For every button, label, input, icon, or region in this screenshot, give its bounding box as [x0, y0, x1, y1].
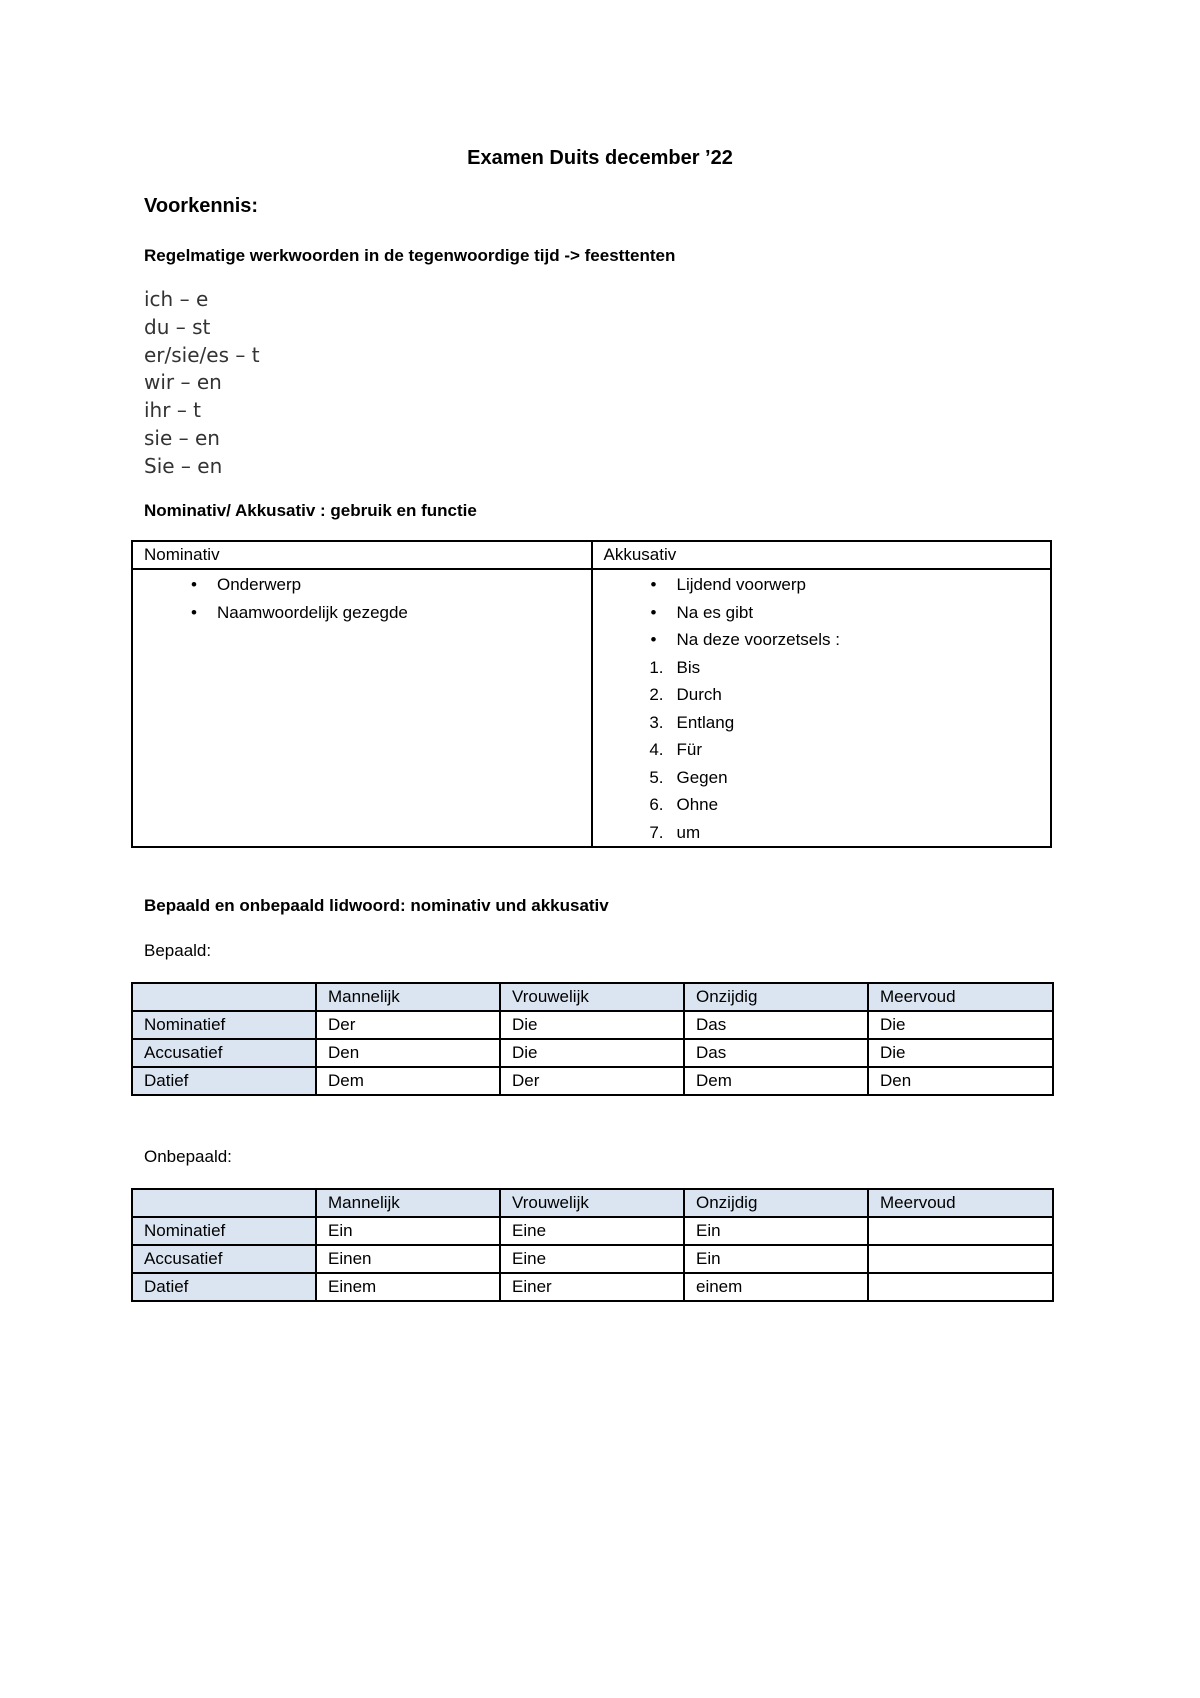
- preposition-item: [604, 791, 1040, 819]
- list-item: [144, 571, 580, 599]
- table-cell: Einer: [500, 1273, 684, 1301]
- conjugation-item: sie – en: [144, 425, 220, 450]
- preposition-item: [604, 819, 1040, 847]
- list-number: 4.: [649, 740, 664, 759]
- list-number: 3.: [649, 712, 664, 732]
- definite-label: Bepaald:: [144, 941, 212, 960]
- list-number: 5.: [649, 767, 664, 787]
- definite-articles-table: [131, 982, 1054, 1096]
- indefinite-label: Onbepaald:: [144, 1147, 232, 1166]
- document-title: Examen Duits december ’22: [467, 147, 733, 169]
- list-item-text: Lijdend voorwerp: [676, 575, 806, 594]
- table-cell: [868, 1245, 1053, 1273]
- row-header: Nominatief: [132, 1217, 316, 1245]
- list-item: [604, 626, 1040, 654]
- table-corner-cell: [132, 983, 316, 1011]
- list-number: 7.: [649, 822, 664, 842]
- row-header: Accusatief: [132, 1039, 316, 1067]
- bullet-icon: •: [191, 602, 197, 622]
- indefinite-articles-table: [131, 1188, 1054, 1302]
- list-item: [604, 571, 1040, 599]
- table-cell: Ein: [684, 1245, 868, 1273]
- articles-heading: Bepaald en onbepaald lidwoord: nominativ und akkusativ: [144, 896, 609, 915]
- column-header: Meervoud: [868, 1189, 1053, 1217]
- preposition-text: Gegen: [676, 767, 728, 787]
- table-row: [132, 1011, 1053, 1039]
- conjugation-item: wir – en: [144, 370, 222, 395]
- conjugation-item: Sie – en: [144, 453, 223, 478]
- table-corner-cell: [132, 1189, 316, 1217]
- table-cell: Die: [500, 1011, 684, 1039]
- conjugation-item: du – st: [144, 314, 211, 339]
- list-item-text: Na es gibt: [676, 602, 754, 622]
- bullet-icon: •: [650, 630, 657, 649]
- column-header: Onzijdig: [684, 1189, 868, 1217]
- cases-table: [131, 540, 1052, 848]
- column-header: Vrouwelijk: [500, 1189, 684, 1217]
- conjugation-item: er/sie/es – t: [144, 342, 260, 367]
- table-cell: Die: [500, 1039, 684, 1067]
- table-row: [132, 1067, 1053, 1095]
- table-cell: Den: [868, 1067, 1053, 1095]
- table-cell: Dem: [684, 1067, 868, 1095]
- conjugation-list: [144, 286, 260, 481]
- prior-knowledge-heading: Voorkennis:: [144, 195, 259, 217]
- bullet-icon: •: [650, 575, 657, 594]
- column-header: Vrouwelijk: [500, 983, 684, 1011]
- bullet-icon: •: [650, 602, 657, 622]
- preposition-text: Entlang: [676, 712, 735, 732]
- row-header: Datief: [132, 1273, 316, 1301]
- table-cell: Ein: [316, 1217, 500, 1245]
- list-item-text: Na deze voorzetsels :: [676, 630, 840, 649]
- table-cell: Dem: [316, 1067, 500, 1095]
- column-header-nominativ: Nominativ: [132, 541, 592, 569]
- list-item: [144, 599, 580, 627]
- table-cell: Ein: [684, 1217, 868, 1245]
- table-cell: Das: [684, 1039, 868, 1067]
- column-header: Mannelijk: [316, 1189, 500, 1217]
- table-cell: Eine: [500, 1217, 684, 1245]
- preposition-text: um: [676, 822, 701, 842]
- conjugation-item: ihr – t: [144, 398, 202, 423]
- cases-heading: Nominativ/ Akkusativ : gebruik en functie: [144, 501, 477, 520]
- column-header: Mannelijk: [316, 983, 500, 1011]
- list-item-text: Onderwerp: [217, 575, 302, 594]
- preposition-item: [604, 654, 1040, 682]
- list-item-text: Naamwoordelijk gezegde: [217, 602, 408, 622]
- column-header: Meervoud: [868, 983, 1053, 1011]
- table-row: [132, 1245, 1053, 1273]
- table-cell: Einem: [316, 1273, 500, 1301]
- preposition-item: [604, 681, 1040, 709]
- table-cell: [868, 1217, 1053, 1245]
- preposition-item: [604, 736, 1040, 764]
- row-header: Nominatief: [132, 1011, 316, 1039]
- table-cell: Eine: [500, 1245, 684, 1273]
- list-number: 6.: [649, 795, 664, 814]
- table-cell: Die: [868, 1011, 1053, 1039]
- column-header: Onzijdig: [684, 983, 868, 1011]
- table-cell: Der: [316, 1011, 500, 1039]
- row-header: Accusatief: [132, 1245, 316, 1273]
- preposition-text: Ohne: [676, 795, 719, 814]
- table-cell: Den: [316, 1039, 500, 1067]
- preposition-item: [604, 709, 1040, 737]
- list-number: 2.: [649, 685, 664, 704]
- table-row: [132, 1217, 1053, 1245]
- table-cell: Die: [868, 1039, 1053, 1067]
- list-item: [604, 599, 1040, 627]
- preposition-text: Für: [676, 740, 702, 759]
- table-cell: [868, 1273, 1053, 1301]
- preposition-item: [604, 764, 1040, 792]
- conjugation-item: ich – e: [144, 287, 209, 311]
- table-row: [132, 1273, 1053, 1301]
- table-row: [132, 1039, 1053, 1067]
- table-cell: einem: [684, 1273, 868, 1301]
- row-header: Datief: [132, 1067, 316, 1095]
- akkusativ-cell: [592, 569, 1052, 847]
- regular-verbs-heading: Regelmatige werkwoorden in de tegenwoordige tijd -> feesttenten: [144, 246, 676, 265]
- table-cell: Der: [500, 1067, 684, 1095]
- bullet-icon: •: [191, 575, 197, 594]
- list-number: 1.: [649, 657, 664, 677]
- table-cell: Das: [684, 1011, 868, 1039]
- akkusativ-list: [604, 571, 1040, 846]
- nominativ-cell: [132, 569, 592, 847]
- preposition-text: Bis: [676, 657, 701, 677]
- nominativ-list: [144, 571, 580, 626]
- table-cell: Einen: [316, 1245, 500, 1273]
- column-header-akkusativ: Akkusativ: [592, 541, 1052, 569]
- preposition-text: Durch: [676, 685, 722, 704]
